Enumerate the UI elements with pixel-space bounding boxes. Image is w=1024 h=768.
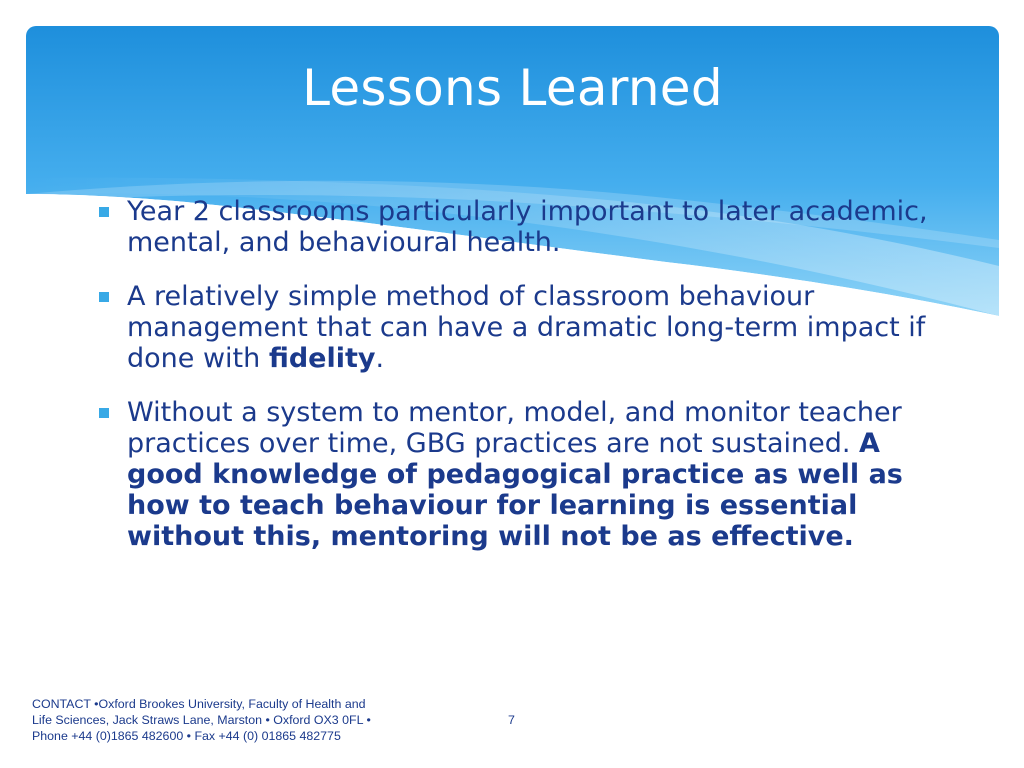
footer-line: Life Sciences, Jack Straws Lane, Marston • Oxford OX3 0FL • [32, 713, 371, 727]
slide-title: Lessons Learned [302, 59, 723, 117]
bullet-bold-text: A good knowledge of pedagogical practice as well as how to teach behaviour for learning is essential without this, mentoring will not be as effective. [127, 428, 903, 552]
bullet-item [96, 397, 956, 552]
footer-contact [32, 696, 432, 744]
square-bullet-icon [99, 408, 109, 418]
footer-line: Phone +44 (0)1865 482600 • Fax +44 (0) 01865 482775 [32, 729, 341, 743]
bullet-list [96, 196, 956, 575]
footer-line: CONTACT •Oxford Brookes University, Faculty of Health and [32, 697, 366, 711]
square-bullet-icon [99, 292, 109, 302]
page-number: 7 [508, 713, 515, 727]
square-bullet-icon [99, 207, 109, 217]
bullet-text-end: . [375, 343, 385, 374]
bullet-text: Without a system to mentor, model, and monitor teacher practices over time, GBG practices are not sustained. [127, 397, 902, 459]
bullet-item [96, 281, 956, 374]
bullet-text: Year 2 classrooms particularly important to later academic, mental, and behavioural health. [127, 196, 928, 258]
bullet-text: A relatively simple method of classroom behaviour management that can have a dramatic long-term impact if done with [127, 281, 926, 374]
bullet-bold-text: fidelity [268, 343, 376, 374]
bullet-item [96, 196, 956, 258]
